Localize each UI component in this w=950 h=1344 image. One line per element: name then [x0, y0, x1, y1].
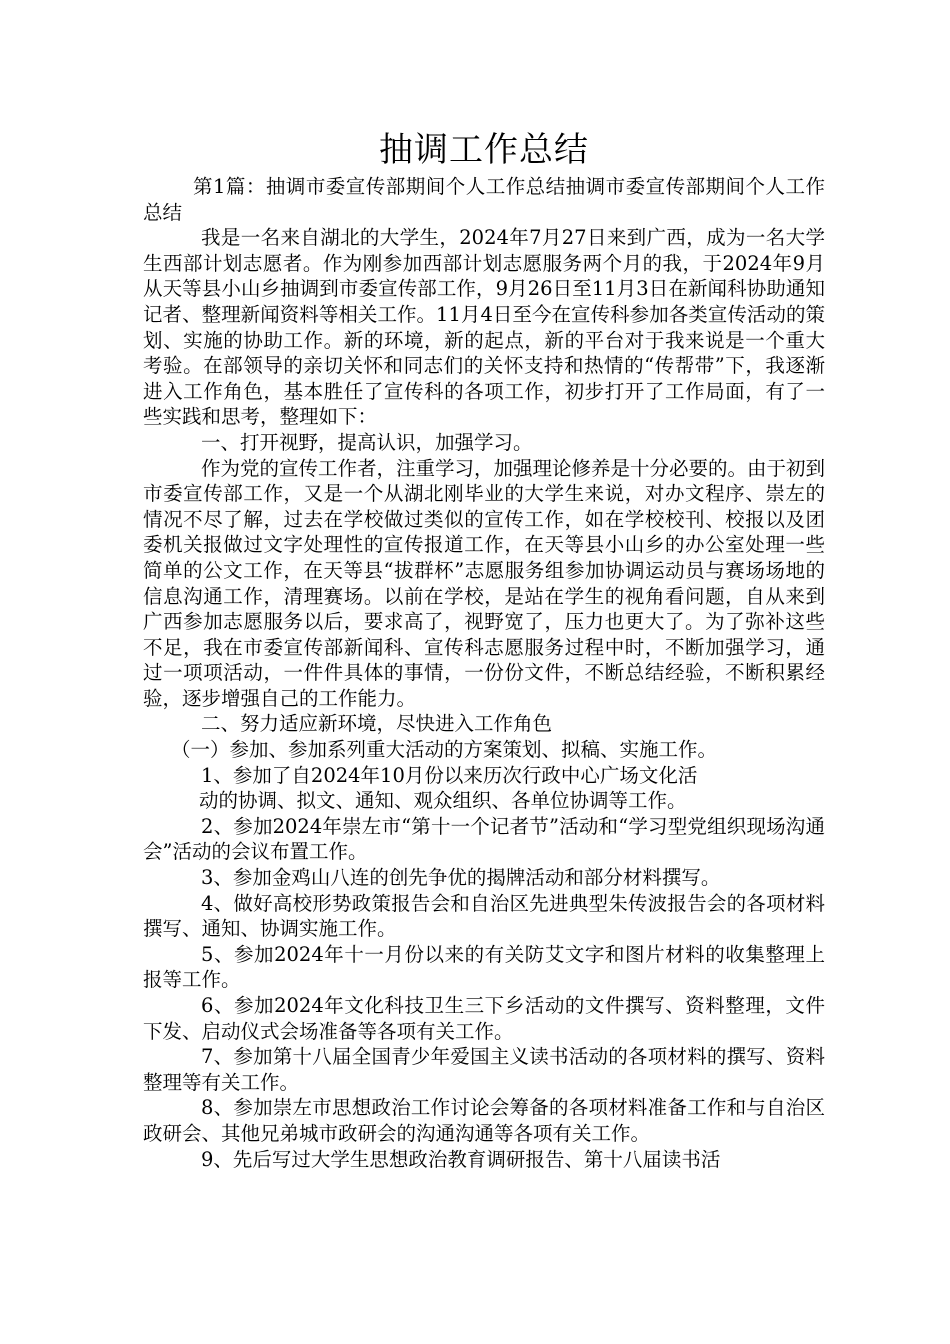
document-page: [143, 128, 825, 1172]
list-item-1-line-2: 动的协调、拟文、通知、观众组织、各单位协调等工作。: [199, 789, 687, 813]
list-item-6: 6、参加2024年文化科技卫生三下乡活动的文件撰写、资料整理，文件下发、启动仪式会场准备等各项有关工作。: [143, 994, 825, 1043]
list-item-9: 9、先后写过大学生思想政治教育调研报告、第十八届读书活: [201, 1147, 721, 1171]
paragraph-article-heading: 第1篇：抽调市委宣传部期间个人工作总结抽调市委宣传部期间个人工作总结: [143, 175, 825, 224]
subsection-heading-1: （一）参加、参加系列重大活动的方案策划、拟稿、实施工作。: [171, 738, 718, 762]
document-title: 抽调工作总结: [379, 130, 589, 170]
list-item-8: 8、参加崇左市思想政治工作讨论会筹备的各项材料准备工作和与自治区政研会、其他兄弟城市政研会的沟通沟通等各项有关工作。: [143, 1096, 825, 1145]
list-item-7: 7、参加第十八届全国青少年爱国主义读书活动的各项材料的撰写、资料整理等有关工作。: [143, 1045, 825, 1094]
paragraph-section-1: 作为党的宣传工作者，注重学习，加强理论修养是十分必要的。由于初到市委宣传部工作，又是一个从湖北刚毕业的大学生来说，对办文程序、崇左的情况不尽了解，过去在学校做过类似的宣传工作，如在学校校刊、校报以及团委机关报做过文字处理性的宣传报道工作，在天等县小山乡的办公室处理一些简单的公文工作，在天等县“拔群杯”志愿服务组参加协调运动员与赛场场地的信息沟通工作，清理赛场。以前在学校，是站在学生的视角看问题，自从来到广西参加志愿服务以后，要求高了，视野宽了，压力也更大了。为了弥补这些不足，我在市委宣传部新闻科、宣传科志愿服务过程中时，不断加强学习，通过一项项活动，一件件具体的事情，一份份文件，不断总结经验，不断积累经验，逐步增强自己的工作能力。: [143, 456, 826, 710]
list-item-1-line-1: 1、参加了自2024年10月份以来历次行政中心广场文化活: [201, 763, 698, 787]
section-heading-2: 二、努力适应新环境，尽快进入工作角色: [201, 712, 553, 736]
section-heading-1: 一、打开视野，提高认识，加强学习。: [201, 430, 533, 454]
list-item-5: 5、参加2024年十一月份以来的有关防艾文字和图片材料的收集整理上报等工作。: [143, 942, 825, 992]
list-item-2: 2、参加2024年崇左市“第十一个记者节”活动和“学习型党组织现场沟通会”活动的会议布置工作。: [143, 814, 825, 864]
list-item-4: 4、做好高校形势政策报告会和自治区先进典型朱传波报告会的各项材料撰写、通知、协调实施工作。: [143, 891, 825, 941]
list-item-3: 3、参加金鸡山八连的创先争优的揭牌活动和部分材料撰写。: [201, 866, 721, 890]
paragraph-intro: 我是一名来自湖北的大学生，2024年7月27日来到广西，成为一名大学生西部计划志愿者。作为刚参加西部计划志愿服务两个月的我，于2024年9月从天等县小山乡抽调到市委宣传部工作，9月26日至11月3日在新闻科协助通知记者、整理新闻资料等相关工作。11月4日至今在宣传科参加各类宣传活动的策划、实施的协助工作。新的环境，新的起点，新的平台对于我来说是一个重大考验。在部领导的亲切关怀和同志们的关怀支持和热情的“传帮带”下，我逐渐进入工作角色，基本胜任了宣传科的各项工作，初步打开了工作局面，有了一些实践和思考，整理如下：: [143, 226, 825, 429]
